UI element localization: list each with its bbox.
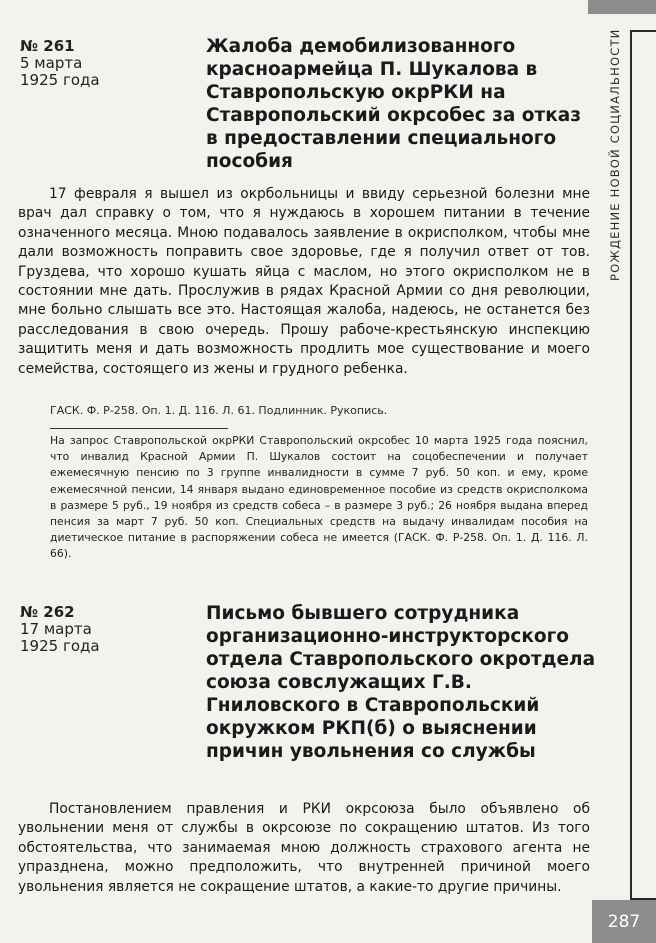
doc-262-body: [18, 800, 590, 897]
doc-261-source: ГАСК. Ф. Р-258. Оп. 1. Д. 116. Л. 61. Подлинник. Рукопись.: [50, 404, 388, 417]
doc-date-day: 5 марта: [20, 54, 83, 72]
doc-261-body: [18, 185, 590, 379]
body-paragraph: Постановлением правления и РКИ окрсоюза было объявлено об увольнении меня от службы в окрсоюзе по сокращению штатов. Из того обстоятельства, что занимаемая мною должность страхового агента не упразднена, можно предположить, что внутренней причиной моего увольнения является не сокращение штатов, а какие-то другие причины.: [18, 801, 590, 895]
page-corner-tab: [588, 0, 656, 14]
doc-date-year: 1925 года: [20, 71, 100, 89]
doc-date-day: 17 марта: [20, 620, 92, 638]
footnote-divider: [50, 428, 228, 429]
doc-number: № 261: [20, 37, 75, 55]
doc-261-meta: [20, 38, 100, 89]
running-section-title: РОЖДЕНИЕ НОВОЙ СОЦИАЛЬНОСТИ: [608, 28, 622, 282]
doc-261-title: Жалоба демобилизованного красноармейца П. Шукалова в Ставропольскую окрРКИ на Ставропольский окрсобес за отказ в предоставлении специального пособия: [206, 36, 582, 172]
doc-262-meta: [20, 604, 100, 655]
doc-number: № 262: [20, 603, 75, 621]
page-number: 287: [592, 900, 656, 943]
body-paragraph: 17 февраля я вышел из окрбольницы и ввиду серьезной болезни мне врач дал справку о том, что я нуждаюсь в хорошем питании в течение означенного месяца. Мною подавалось заявление в окрисполком, чтобы мне дали возможность поправить свое здоровье, где я получил ответ от тов. Груздева, что хорошо кушать яйца с маслом, но этого окрисполком не в состоянии мне дать. Прослужив в рядах Красной Армии со дня революции, мне больно слышать все это. Настоящая жалоба, надеюсь, не останется без расследования в свою очередь. Прошу рабоче-крестьянскую инспекцию защитить меня и дать возможность продлить мое существование и моего семейства, состоящего из жены и грудного ребенка.: [18, 186, 590, 377]
doc-date-year: 1925 года: [20, 637, 100, 655]
doc-261-footnote: На запрос Ставропольской окрРКИ Ставропольский окрсобес 10 марта 1925 года пояснил, что инвалид Красной Армии П. Шукалов состоит на соцобеспечении и получает ежемесячную пенсию по 3 группе инвалидности в сумме 7 руб. 50 коп. и ему, кроме ежемесячной пенсии, 14 января выдано единовременное пособие из средств окрисполкома в размере 5 руб., 19 ноября из средств собеса – в размере 3 руб.; 26 ноября выдана вперед пенсия за март 7 руб. 50 коп. Специальных средств на выдачу инвалидам пособия на диетическое питание в распоряжении собеса не имеется (ГАСК. Ф. Р-258. Оп. 1. Д. 116. Л. 66).: [50, 434, 588, 561]
page-edge-frame: [630, 30, 656, 900]
doc-262-title: Письмо бывшего сотрудника организационно-инструкторского отдела Ставропольского окротдела союза совслужащих Г.В. Гниловского в Ставропольский окружком РКП(б) о выяснении причин увольнения со службы: [206, 603, 596, 762]
